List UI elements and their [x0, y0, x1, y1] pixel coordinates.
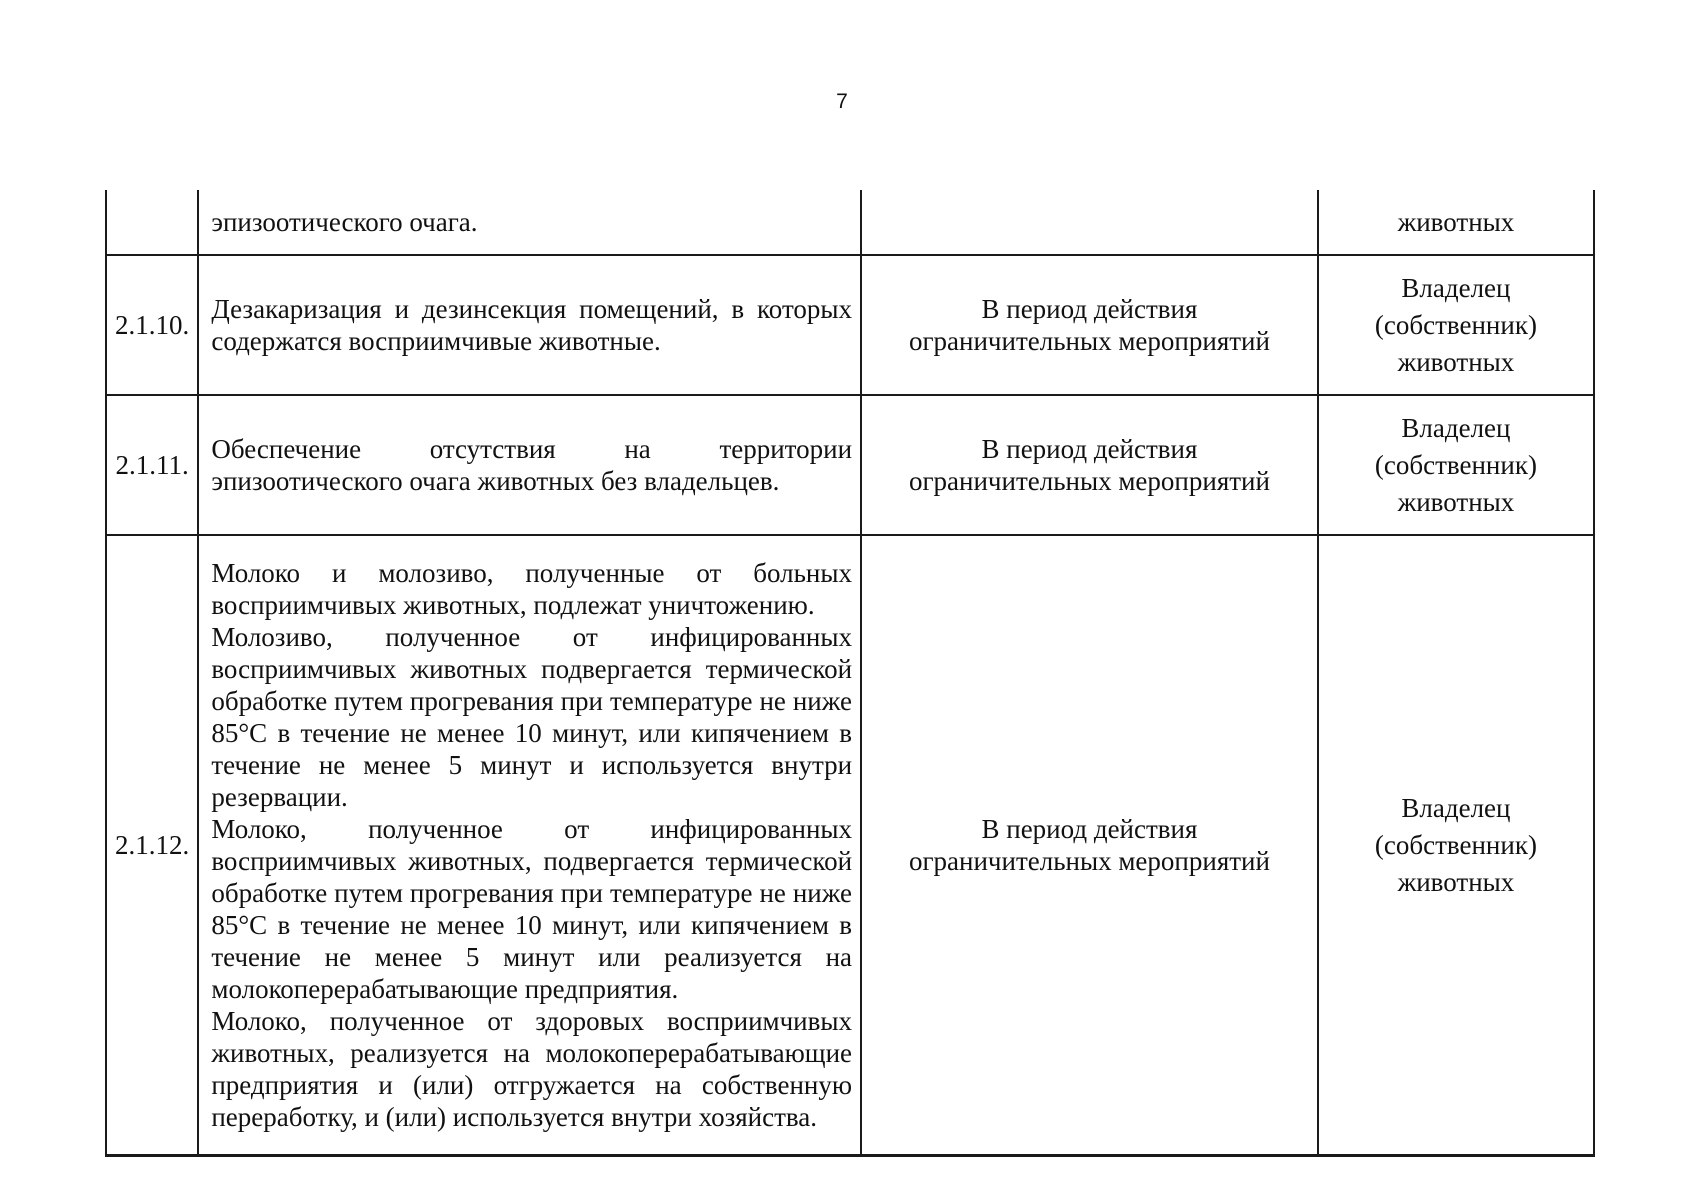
row-responsible — [1318, 190, 1594, 255]
responsible-line: (собственник) — [1374, 309, 1537, 340]
responsible-line: (собственник) — [1374, 449, 1537, 480]
page-number: 7 — [836, 90, 848, 113]
description-paragraph: Молоко, полученное от здоровых восприимчивых животных, реализуется на молокоперерабатывающие предприятия и (или) отгружается на собственную переработку, и (или) используется внутри хозяйства. — [211, 1006, 853, 1132]
period-line: ограничительных мероприятий — [908, 326, 1270, 356]
responsible-line: Владелец — [1401, 792, 1511, 823]
table-row — [106, 255, 1594, 395]
description-paragraph: Дезакаризация и дезинсекция помещений, в которых содержатся восприимчивые животные. — [211, 294, 853, 356]
row-description — [198, 190, 861, 255]
row-responsible — [1318, 395, 1594, 535]
description-paragraph: эпизоотического очага. — [211, 207, 478, 237]
responsible-line: Владелец — [1401, 412, 1511, 443]
row-responsible — [1318, 535, 1594, 1156]
period-line: ограничительных мероприятий — [908, 846, 1270, 876]
responsible-line: Владелец — [1401, 272, 1511, 303]
responsible-line: животных — [1397, 206, 1515, 237]
row-number — [106, 190, 198, 255]
row-responsible — [1318, 255, 1594, 395]
responsible-line: животных — [1397, 486, 1515, 517]
period-line: В период действия — [981, 434, 1198, 464]
row-period — [861, 190, 1318, 255]
table-row — [106, 395, 1594, 535]
table-row-continued — [106, 190, 1594, 255]
row-period — [861, 535, 1318, 1156]
period-line: В период действия — [981, 814, 1198, 844]
row-period — [861, 395, 1318, 535]
row-number: 2.1.12. — [106, 535, 198, 1156]
row-number: 2.1.10. — [106, 255, 198, 395]
description-paragraph: Молоко, полученное от инфицированных восприимчивых животных, подвергается термической обработке путем прогревания при температуре не ниже 85°С в течение не менее 10 минут, или кипячением в течение не менее 5 минут или реализуется на молокоперерабатывающие предприятия. — [211, 814, 853, 1004]
description-paragraph: Молоко и молозиво, полученные от больных восприимчивых животных, подлежат уничтожению. — [211, 558, 853, 620]
description-paragraph: Молозиво, полученное от инфицированных восприимчивых животных подвергается термической обработке путем прогревания при температуре не ниже 85°С в течение не менее 10 минут, или кипячением в течение не менее 5 минут и используется внутри резервации. — [211, 622, 853, 812]
description-paragraph: Обеспечение отсутствия на территории эпизоотического очага животных без владельцев. — [211, 434, 853, 496]
row-description — [198, 395, 861, 535]
responsible-line: животных — [1397, 866, 1515, 897]
responsible-line: (собственник) — [1374, 829, 1537, 860]
period-line: ограничительных мероприятий — [908, 466, 1270, 496]
row-period — [861, 255, 1318, 395]
table-row — [106, 535, 1594, 1156]
measures-table — [105, 190, 1595, 1157]
row-description — [198, 255, 861, 395]
row-description — [198, 535, 861, 1156]
row-number: 2.1.11. — [106, 395, 198, 535]
responsible-line: животных — [1397, 346, 1515, 377]
period-line: В период действия — [981, 294, 1198, 324]
